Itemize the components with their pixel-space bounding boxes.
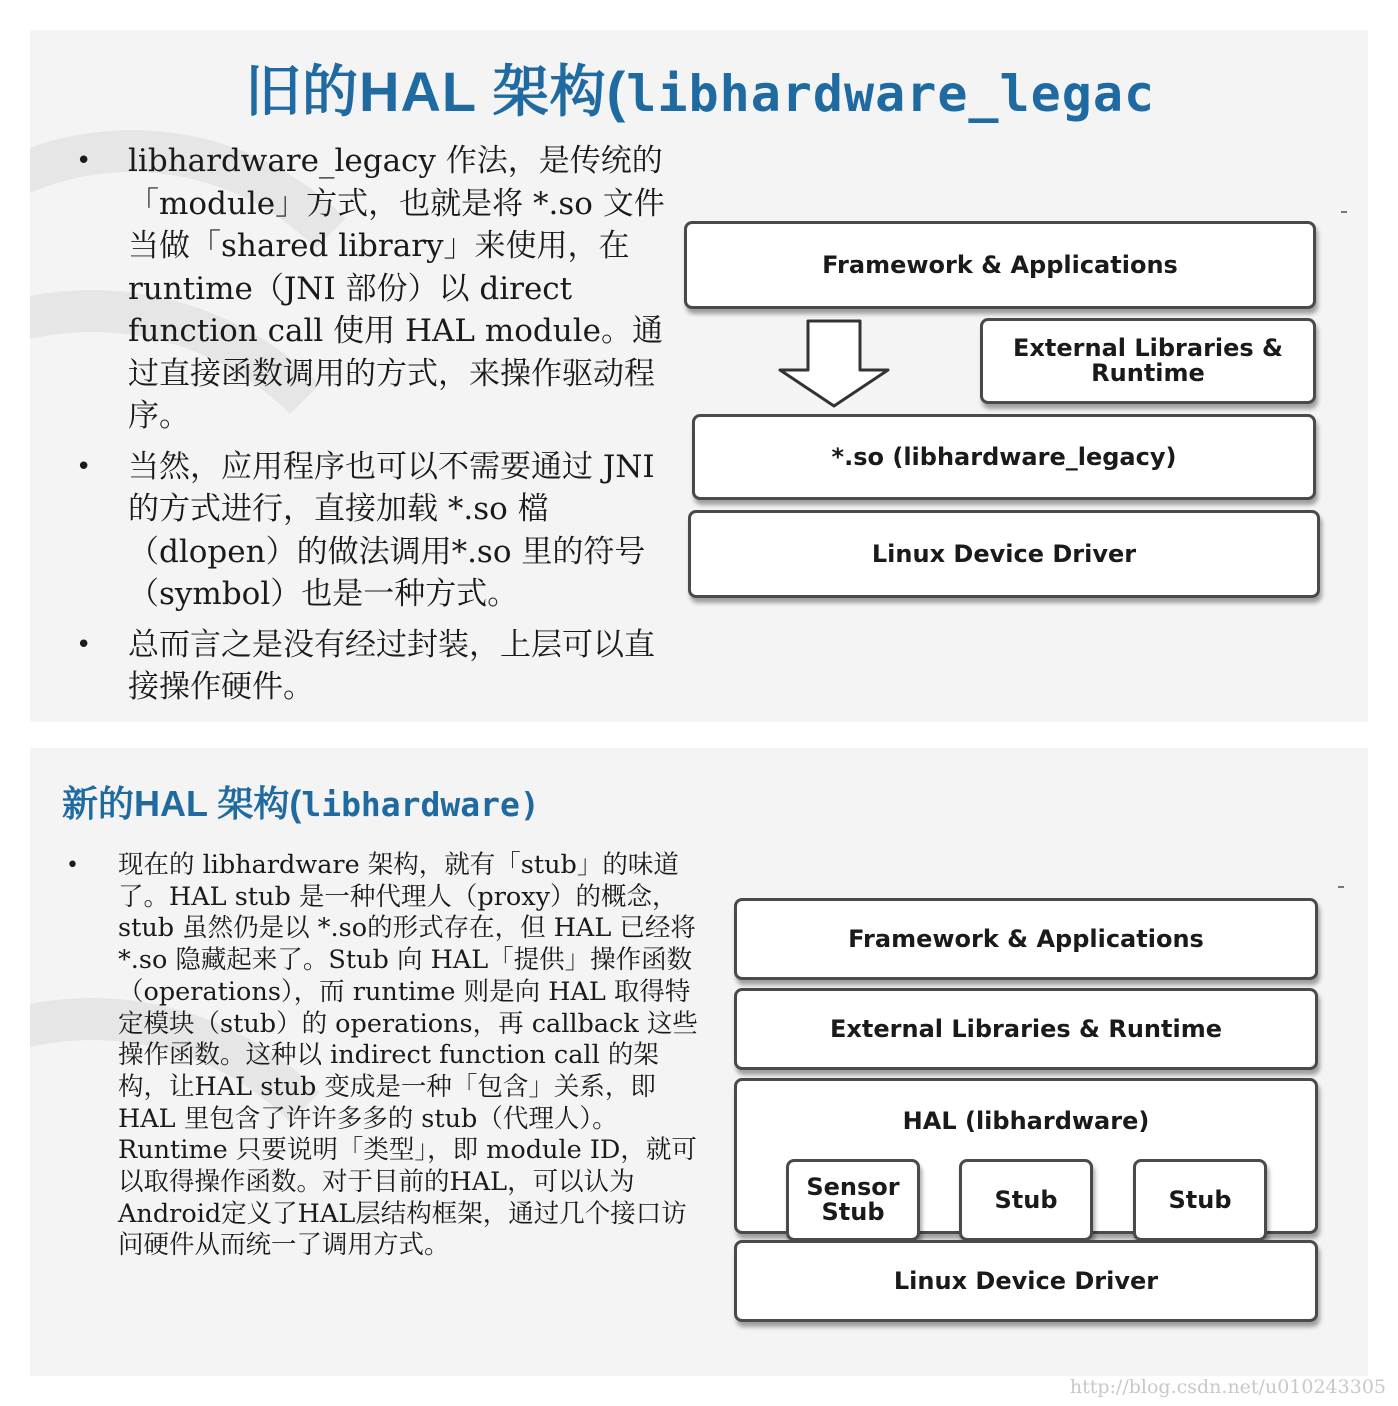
sensor-stub-box <box>786 1159 920 1241</box>
box-label: Framework & Applications <box>848 924 1204 953</box>
bullet-list <box>76 140 673 717</box>
box-label: Framework & Applications <box>822 250 1178 279</box>
stub-box <box>959 1159 1093 1241</box>
linux-device-driver-box <box>734 1240 1318 1322</box>
stub-box <box>1133 1159 1267 1241</box>
watermark-url: http://blog.csdn.net/u010243305 <box>1069 1376 1386 1398</box>
so-libhardware-legacy-box <box>692 414 1316 500</box>
bullet-item <box>76 624 673 709</box>
slide-new-hal <box>30 748 1368 1376</box>
bullet-item <box>76 446 673 616</box>
bullet-dot-icon: • <box>66 853 79 878</box>
bullet-text: 总而言之是没有经过封装，上层可以直接操作硬件。 <box>128 626 655 705</box>
bullet-item <box>66 850 698 1262</box>
bullet-text: libhardware_legacy 作法，是传统的「module」方式，也就是将 *.so 文件当做「shared library」来使用，在runtime（JNI 部份）以 direct function call 使用 HAL module。通过直接函数调用的方式，来操作驱动程序。 <box>128 143 665 434</box>
bullet-list <box>66 850 698 1262</box>
box-label: Stub <box>821 1198 885 1226</box>
title-mono: libhardware) <box>301 785 540 824</box>
box-label: Sensor <box>806 1173 900 1201</box>
box-label: Linux Device Driver <box>893 1266 1159 1295</box>
title-cjk: 旧的HAL 架构( <box>245 60 627 123</box>
dash-mark <box>1338 886 1344 888</box>
framework-applications-box <box>684 221 1316 309</box>
slide-old-hal <box>30 30 1368 722</box>
box-label: Stub <box>1168 1185 1232 1214</box>
box-label: Runtime <box>1091 359 1205 387</box>
box-label: Linux Device Driver <box>871 539 1137 568</box>
box-label: External Libraries & <box>1013 334 1283 362</box>
title-cjk: 新的HAL 架构( <box>62 783 302 824</box>
box-label: HAL (libhardware) <box>902 1107 1150 1135</box>
bullet-text: 现在的 libhardware 架构，就有「stub」的味道了。HAL stub 是一种代理人（proxy）的概念，stub 虽然仍是以 *.so的形式存在，但 HAL 已经将 *.so 隐藏起来了。Stub 向 HAL「提供」操作函数（operations），而 runtime 则是向 HAL 取得特定模块（stub）的 operations，再 callback 这些操作函数。这种以 indirect function call 的架构，让HAL stub 变成是一种「包含」关系，即 HAL 里包含了许许多多的 stub（代理人）。Runtime 只要说明「类型」，即 module ID，就可以取得操作函数。对于目前的HAL，可以认为Android定义了HAL层结构框架，通过几个接口访问硬件从而统一了调用方式。 <box>118 850 698 1261</box>
down-arrow-icon <box>776 318 892 410</box>
box-label: Stub <box>994 1185 1058 1214</box>
slide-title <box>245 48 1155 128</box>
bullet-dot-icon: • <box>76 451 92 482</box>
external-libraries-runtime-box <box>980 318 1316 404</box>
framework-applications-box <box>734 898 1318 980</box>
dash-mark <box>1341 211 1347 213</box>
bullet-dot-icon: • <box>76 146 92 176</box>
slide-title <box>62 776 540 827</box>
box-label: *.so (libhardware_legacy) <box>831 442 1177 471</box>
title-mono: libhardware_legac <box>626 65 1156 123</box>
box-label: External Libraries & Runtime <box>830 1014 1222 1043</box>
linux-device-driver-box <box>688 510 1320 598</box>
bullet-dot-icon: • <box>76 629 92 660</box>
bullet-item <box>76 140 673 438</box>
external-libraries-runtime-box <box>734 988 1318 1070</box>
bullet-text: 当然，应用程序也可以不需要通过 JNI 的方式进行，直接加载 *.so 檔（dlopen）的做法调用*.so 里的符号（symbol）也是一种方式。 <box>128 448 655 612</box>
